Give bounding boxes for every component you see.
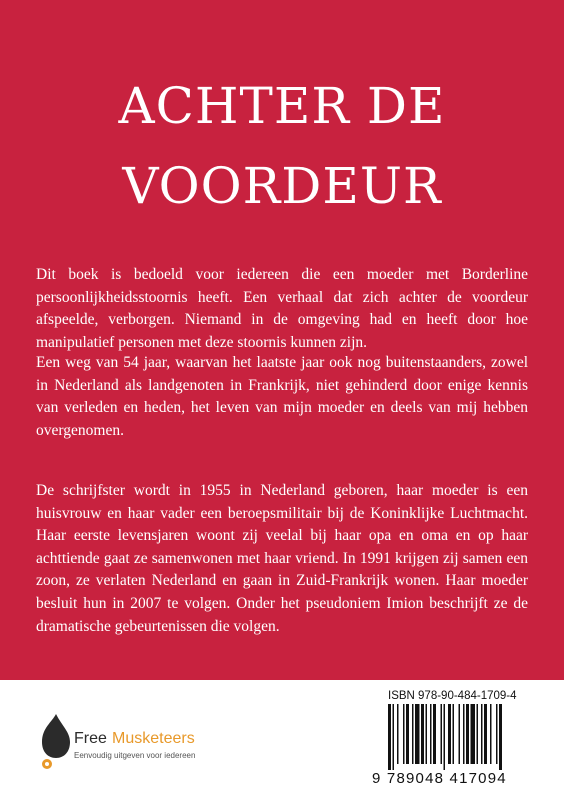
publisher-tagline: Eenvoudig uitgeven voor iedereen	[74, 751, 196, 760]
barcode-icon	[388, 704, 538, 770]
ean-number: 9 789048 417094	[372, 770, 507, 787]
isbn-label: ISBN 978-90-484-1709-4	[388, 690, 517, 702]
publisher-name-musketeers: Musketeers	[112, 730, 195, 747]
publisher-name-free: Free	[74, 730, 107, 747]
blurb-paragraph-1: Dit boek is bedoeld voor iedereen die een moeder met Borderline persoonlijkheidsstoornis heeft. Een verhaal dat zich achter de voordeur afspeelde, verborgen. Niemand in de omgeving had en heeft door hoe manipulatief personen met deze stoornis kunnen zijn.	[36, 266, 528, 351]
title-line-2: VOORDEUR	[122, 157, 442, 215]
publisher-logo	[38, 712, 228, 772]
isbn-barcode	[366, 690, 544, 790]
author-bio-paragraph: De schrijfster wordt in 1955 in Nederland geboren, haar moeder is een huisvrouw en haar vader een beroepsmilitair bij de Koninklijke Luchtmacht. Haar eerste levensjaren woont zij veelal bij haar opa en oma en op haar achttiende gaat ze samenwonen met haar vriend. In 1991 krijgen zij samen een zoon, ze verlaten Nederland en gaan in Zuid-Frankrijk wonen. Haar moeder besluit hun in 2007 te volgen. Onder het pseudoniem Imion beschrijft ze de dramatische gebeurtenissen die volgen.	[36, 482, 528, 635]
publisher-logo-icon	[38, 712, 72, 770]
blurb-paragraph-2: Een weg van 54 jaar, waarvan het laatste jaar ook nog buitenstaanders, zowel in Nederland als landgenoten in Frankrijk, niet gehinderd door enige kennis van verleden en heden, het leven van mijn moeder en deels van mij hebben overgenomen.	[36, 354, 528, 439]
book-title	[0, 66, 564, 226]
title-line-1: ACHTER DE	[118, 77, 446, 135]
